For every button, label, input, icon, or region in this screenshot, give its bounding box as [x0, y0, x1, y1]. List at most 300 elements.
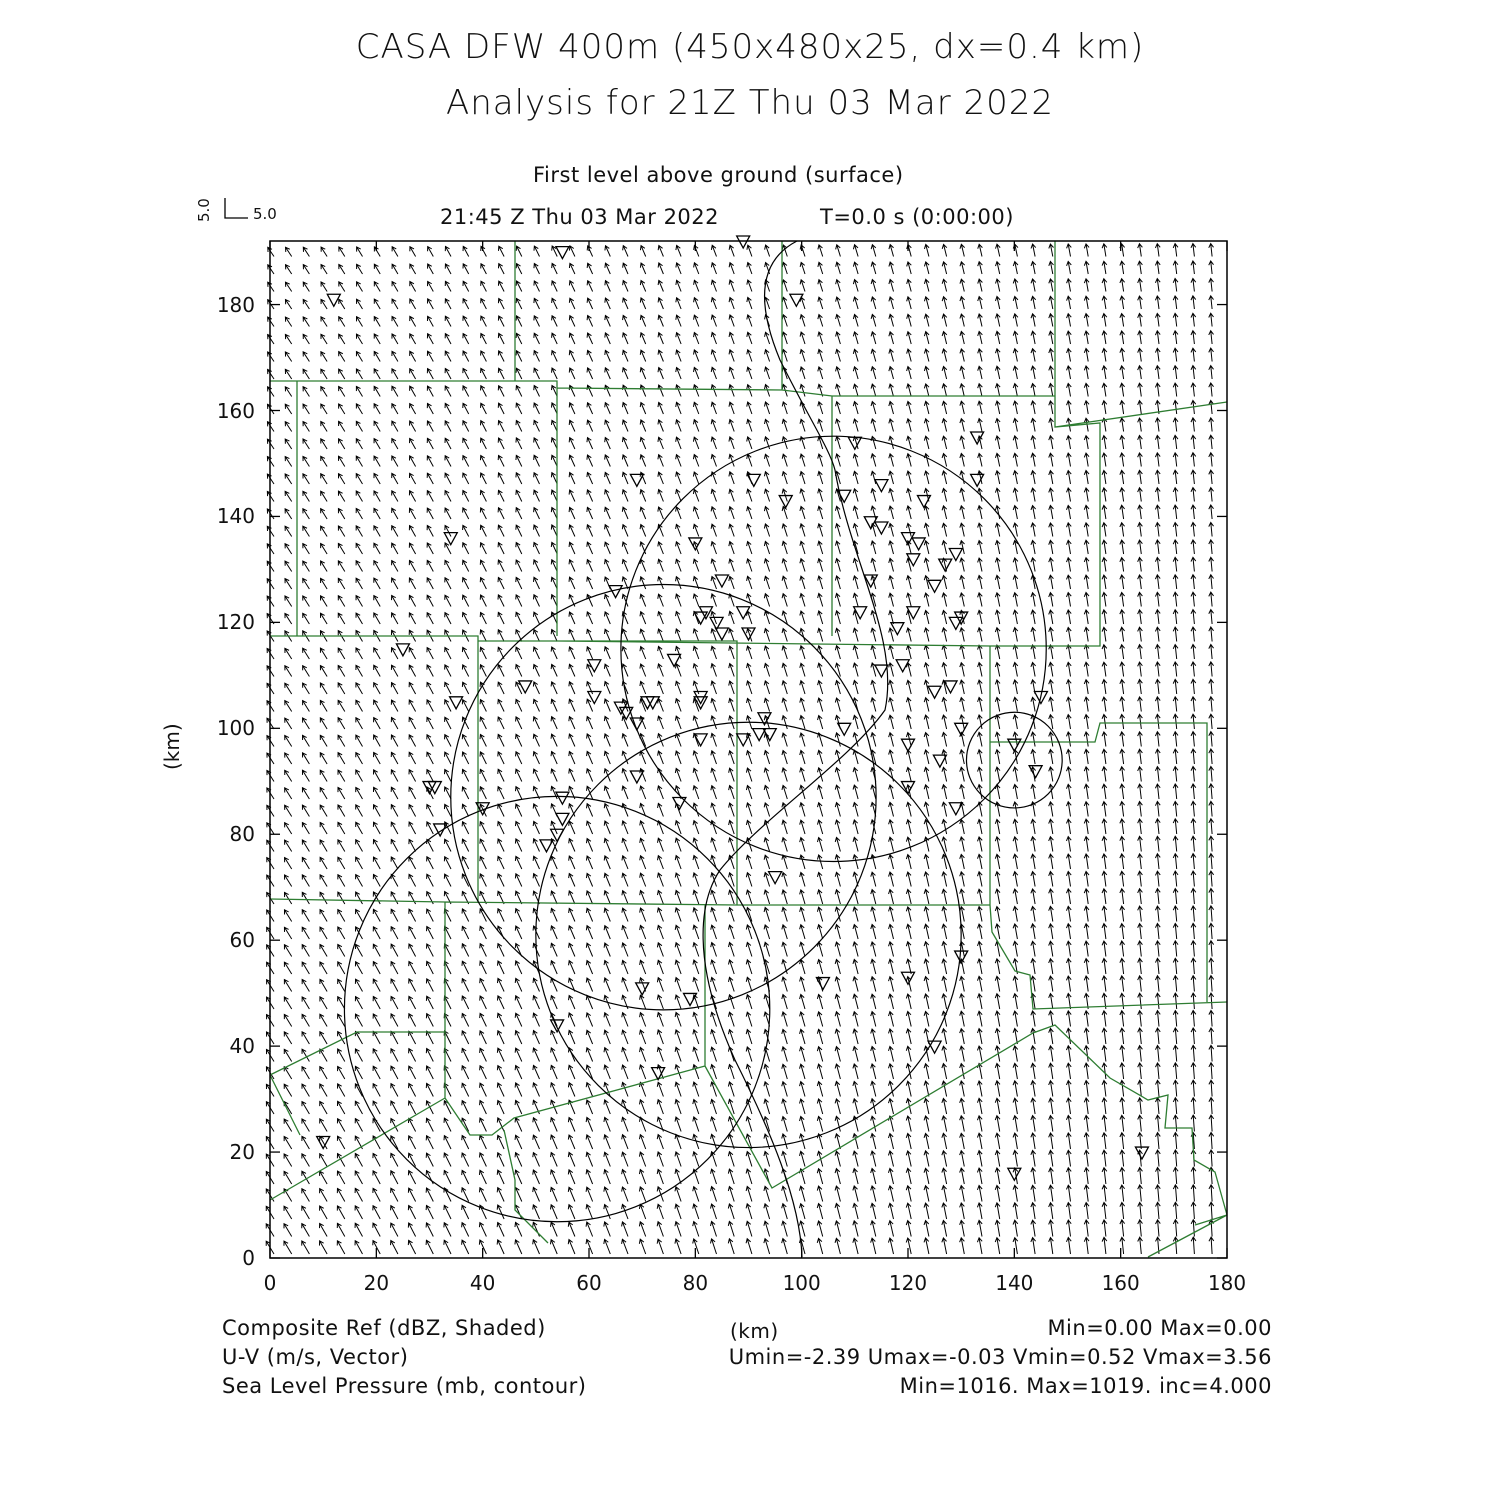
- wind-vector: [1013, 994, 1018, 1009]
- wind-vector: [746, 1169, 752, 1184]
- wind-vector: [1049, 680, 1054, 694]
- wind-vector: [498, 560, 504, 571]
- wind-vector: [995, 384, 1000, 397]
- x-tick-label: 40: [469, 1271, 496, 1295]
- wind-vector: [675, 943, 681, 957]
- wind-vector: [622, 1152, 628, 1166]
- wind-vector: [356, 491, 362, 501]
- wind-vector: [711, 577, 716, 589]
- wind-vector: [445, 316, 451, 326]
- wind-vector: [463, 525, 469, 536]
- wind-vector: [658, 612, 664, 624]
- wind-vector: [977, 1081, 982, 1097]
- wind-vector: [818, 663, 823, 676]
- wind-vector: [693, 786, 699, 799]
- wind-vector: [1031, 1238, 1036, 1254]
- wind-vector: [906, 663, 911, 677]
- wind-vector: [374, 683, 381, 694]
- wind-vector: [1084, 1237, 1089, 1254]
- wind-vector: [675, 1100, 681, 1114]
- wind-vector: [817, 942, 822, 956]
- wind-vector: [463, 246, 469, 256]
- wind-vector: [782, 1029, 788, 1044]
- wind-vector: [1191, 941, 1196, 957]
- wind-vector: [391, 909, 398, 921]
- wind-vector: [1031, 732, 1036, 746]
- wind-vector: [426, 1188, 433, 1201]
- wind-vector: [676, 437, 681, 449]
- wind-vector: [604, 1048, 610, 1062]
- wind-vector: [339, 334, 345, 344]
- wind-vector: [729, 925, 735, 939]
- wind-vector: [1155, 435, 1160, 449]
- wind-vector: [711, 332, 716, 344]
- wind-vector: [1173, 993, 1178, 1009]
- wind-vector: [481, 246, 487, 256]
- wind-vector: [693, 855, 699, 869]
- wind-vector: [604, 1117, 610, 1131]
- wind-vector: [515, 1205, 522, 1219]
- wind-vector: [1138, 680, 1143, 694]
- wind-vector: [942, 1046, 947, 1061]
- wind-vector: [462, 787, 468, 799]
- wind-vector: [552, 333, 558, 344]
- wind-vector: [1173, 575, 1178, 589]
- wind-vector: [321, 265, 327, 274]
- wind-vector: [516, 699, 522, 711]
- wind-vector: [427, 804, 434, 816]
- wind-vector: [747, 402, 752, 414]
- wind-vector: [498, 804, 504, 816]
- wind-vector: [604, 1013, 610, 1027]
- wind-vector: [906, 1203, 911, 1219]
- wind-vector: [479, 1153, 486, 1167]
- wind-vector: [409, 1014, 416, 1027]
- wind-vector: [995, 262, 1000, 274]
- wind-vector: [533, 1083, 540, 1097]
- wind-vector: [569, 908, 575, 921]
- wind-vector: [1049, 941, 1054, 956]
- wind-vector: [960, 976, 965, 991]
- wind-vector: [1049, 418, 1054, 431]
- wind-vector: [605, 403, 611, 414]
- wind-vector: [836, 280, 841, 292]
- wind-vector: [995, 471, 1000, 484]
- wind-vector: [498, 630, 504, 642]
- y-tick-label: 140: [216, 504, 255, 529]
- wind-vector: [569, 420, 575, 431]
- wind-vector: [338, 875, 345, 887]
- wind-vector: [960, 1203, 965, 1219]
- station-marker: [854, 607, 867, 619]
- wind-vector: [1209, 627, 1214, 641]
- wind-vector: [835, 1151, 840, 1166]
- wind-vector: [338, 840, 345, 852]
- wind-vector: [355, 1206, 362, 1219]
- wind-vector: [533, 978, 539, 991]
- wind-vector: [1209, 453, 1214, 467]
- wind-vector: [463, 421, 469, 432]
- wind-vector: [1191, 540, 1196, 554]
- wind-vector: [764, 541, 769, 554]
- wind-vector: [1066, 1185, 1071, 1201]
- wind-vector: [1173, 1220, 1178, 1237]
- wind-vector: [817, 1047, 822, 1062]
- wind-vector: [410, 421, 416, 431]
- wind-vector: [1031, 1150, 1036, 1166]
- wind-vector: [1013, 802, 1018, 817]
- wind-vector: [409, 944, 416, 956]
- wind-vector: [516, 490, 522, 501]
- wind-vector: [373, 909, 380, 921]
- wind-vector: [995, 349, 1000, 362]
- wind-vector: [586, 961, 592, 974]
- wind-vector: [623, 368, 628, 379]
- wind-vector: [960, 436, 965, 449]
- wind-vector: [693, 1065, 699, 1079]
- wind-vector: [746, 786, 751, 799]
- wind-vector: [1066, 941, 1071, 956]
- wind-vector: [693, 1117, 699, 1132]
- wind-vector: [995, 697, 1000, 711]
- x-tick-label: 20: [363, 1271, 390, 1295]
- wind-vector: [1049, 279, 1054, 292]
- station-marker: [444, 533, 457, 545]
- wind-vector: [1173, 1028, 1178, 1044]
- wind-vector: [782, 890, 787, 904]
- wind-vector: [889, 436, 894, 449]
- wind-vector: [623, 298, 628, 309]
- wind-vector: [657, 1239, 663, 1254]
- wind-vector: [800, 332, 805, 344]
- wind-vector: [907, 297, 912, 309]
- wind-vector: [498, 368, 504, 379]
- wind-vector: [889, 593, 894, 606]
- wind-vector: [906, 1238, 911, 1254]
- wind-vector: [1138, 819, 1143, 834]
- wind-vector: [481, 264, 487, 274]
- wind-vector: [728, 1064, 734, 1079]
- wind-vector: [995, 1029, 1000, 1044]
- wind-vector: [818, 245, 823, 257]
- wind-vector: [622, 403, 628, 414]
- wind-vector: [853, 402, 858, 414]
- wind-vector: [1120, 784, 1125, 799]
- wind-vector: [800, 611, 805, 624]
- wind-vector: [1031, 959, 1036, 974]
- y-tick-label: 20: [229, 1140, 255, 1165]
- wind-vector: [800, 472, 805, 484]
- wind-vector: [835, 837, 840, 851]
- wind-vector: [303, 701, 310, 712]
- wind-vector: [1120, 453, 1125, 467]
- wind-vector: [303, 491, 309, 501]
- vector-key-u-label: 5.0: [253, 205, 277, 223]
- wind-vector: [942, 349, 947, 362]
- wind-vector: [978, 297, 983, 309]
- wind-vector: [1066, 1168, 1071, 1184]
- wind-vector: [480, 438, 486, 449]
- wind-vector: [995, 959, 1000, 974]
- wind-vector: [391, 1084, 398, 1097]
- wind-vector: [285, 387, 291, 397]
- wind-vector: [817, 1204, 822, 1219]
- wind-vector: [356, 317, 362, 327]
- wind-vector: [1209, 278, 1214, 291]
- wind-vector: [1013, 1029, 1018, 1044]
- wind-vector: [1049, 1185, 1054, 1201]
- wind-vector: [427, 595, 433, 606]
- wind-vector: [977, 976, 982, 991]
- wind-vector: [391, 1049, 398, 1062]
- wind-vector: [1049, 471, 1054, 484]
- wind-vector: [1066, 1081, 1071, 1097]
- wind-vector: [356, 596, 362, 607]
- wind-vector: [782, 1186, 788, 1201]
- wind-vector: [889, 506, 894, 519]
- wind-vector: [1031, 750, 1036, 764]
- wind-vector: [391, 805, 398, 817]
- wind-vector: [587, 507, 593, 519]
- wind-vector: [1120, 889, 1125, 904]
- wind-vector: [480, 595, 486, 606]
- wind-vector: [800, 384, 805, 396]
- wind-vector: [445, 752, 451, 764]
- wind-vector: [534, 264, 540, 274]
- wind-vector: [408, 1171, 415, 1184]
- wind-vector: [871, 698, 876, 712]
- wind-vector: [800, 559, 805, 572]
- wind-vector: [320, 613, 327, 624]
- wind-vector: [302, 1136, 309, 1149]
- wind-vector: [534, 455, 540, 466]
- wind-vector: [889, 733, 894, 747]
- wind-vector: [445, 595, 451, 606]
- wind-vector: [906, 942, 911, 957]
- wind-vector: [587, 438, 593, 449]
- wind-vector: [1049, 1081, 1054, 1097]
- wind-vector: [747, 576, 752, 589]
- wind-vector: [587, 403, 593, 414]
- wind-vector: [924, 907, 929, 922]
- wind-vector: [515, 821, 521, 834]
- wind-vector: [303, 247, 309, 256]
- wind-vector: [764, 942, 770, 956]
- wind-vector: [285, 544, 292, 554]
- station-marker: [1029, 766, 1042, 778]
- wind-vector: [445, 735, 451, 747]
- wind-vector: [268, 247, 274, 256]
- wind-vector: [907, 523, 912, 536]
- wind-vector: [1031, 924, 1036, 939]
- wind-vector: [640, 664, 646, 677]
- wind-vector: [515, 909, 521, 922]
- wind-vector: [1049, 750, 1054, 764]
- wind-vector: [409, 526, 415, 537]
- wind-vector: [533, 1205, 540, 1219]
- wind-vector: [764, 890, 770, 904]
- wind-vector: [729, 803, 735, 816]
- wind-vector: [995, 436, 1000, 449]
- wind-vector: [373, 1066, 380, 1079]
- wind-vector: [409, 996, 416, 1009]
- wind-vector: [285, 840, 292, 851]
- wind-vector: [1120, 470, 1125, 484]
- wind-vector: [1066, 558, 1071, 572]
- wind-vector: [960, 1186, 965, 1202]
- wind-vector: [373, 944, 380, 956]
- wind-vector: [586, 1205, 593, 1219]
- wind-vector: [551, 908, 557, 921]
- wind-vector: [515, 1135, 522, 1149]
- wind-vector: [764, 646, 769, 659]
- wind-vector: [995, 297, 1000, 309]
- wind-vector: [463, 560, 469, 571]
- wind-vector: [836, 419, 841, 431]
- wind-vector: [853, 959, 858, 974]
- wind-vector: [1031, 1168, 1036, 1184]
- wind-vector: [906, 802, 911, 816]
- wind-vector: [515, 839, 521, 852]
- wind-vector: [338, 509, 344, 519]
- wind-vector: [357, 299, 363, 309]
- wind-vector: [586, 856, 592, 869]
- wind-vector: [604, 891, 610, 904]
- station-marker: [875, 480, 888, 492]
- wind-vector: [462, 1101, 469, 1114]
- wind-vector: [1084, 976, 1089, 992]
- wind-vector: [906, 1168, 911, 1184]
- wind-vector: [693, 716, 699, 729]
- wind-vector: [516, 665, 522, 677]
- wind-vector: [693, 1152, 699, 1167]
- wind-vector: [835, 1169, 840, 1184]
- wind-vector: [676, 524, 682, 536]
- wind-vector: [356, 700, 363, 711]
- wind-vector: [339, 456, 345, 466]
- wind-vector: [889, 942, 894, 957]
- wind-vector: [534, 542, 540, 554]
- wind-vector: [268, 404, 274, 414]
- wind-vector: [1191, 453, 1196, 467]
- wind-vector: [1173, 1185, 1178, 1202]
- wind-vector: [1102, 889, 1107, 904]
- wind-vector: [1155, 1063, 1160, 1079]
- wind-vector: [268, 369, 274, 379]
- wind-vector: [498, 386, 504, 397]
- wind-vector: [728, 1047, 734, 1061]
- wind-vector: [960, 715, 965, 729]
- wind-vector: [392, 578, 398, 589]
- station-marker: [928, 686, 941, 698]
- wind-vector: [800, 960, 805, 974]
- wind-vector: [498, 438, 504, 449]
- wind-vector: [392, 299, 398, 309]
- wind-vector: [1155, 523, 1160, 537]
- wind-vector: [1120, 802, 1125, 817]
- wind-vector: [942, 576, 947, 589]
- wind-vector: [1173, 418, 1178, 432]
- wind-vector: [995, 1133, 1000, 1149]
- wind-vector: [1209, 766, 1214, 781]
- wind-vector: [1013, 767, 1018, 781]
- wind-vector: [587, 281, 592, 292]
- wind-vector: [782, 1239, 788, 1254]
- wind-vector: [657, 943, 663, 957]
- wind-vector: [1102, 1133, 1107, 1149]
- wind-vector: [640, 612, 646, 624]
- wind-vector: [871, 489, 876, 502]
- wind-vector: [924, 855, 929, 869]
- wind-vector: [337, 1084, 344, 1097]
- wind-vector: [1013, 593, 1018, 607]
- wind-vector: [444, 1205, 451, 1219]
- wind-vector: [764, 803, 769, 817]
- wind-vector: [782, 977, 787, 991]
- wind-vector: [338, 683, 345, 694]
- wind-vector: [1049, 994, 1054, 1009]
- station-marker: [769, 872, 782, 884]
- wind-vector: [800, 681, 805, 694]
- wind-vector: [355, 1171, 362, 1184]
- wind-vector: [515, 874, 521, 887]
- wind-vector: [1191, 906, 1196, 922]
- wind-vector: [1155, 1011, 1160, 1027]
- wind-vector: [693, 559, 698, 571]
- wind-vector: [995, 732, 1000, 746]
- wind-vector: [693, 385, 698, 397]
- wind-vector: [1049, 1098, 1054, 1114]
- wind-vector: [1031, 889, 1036, 904]
- wind-vector: [657, 1013, 663, 1027]
- wind-vector: [1155, 1150, 1160, 1166]
- wind-vector: [800, 350, 805, 362]
- wind-vector: [693, 489, 698, 501]
- wind-vector: [764, 907, 770, 921]
- wind-vector: [1191, 749, 1196, 764]
- wind-vector: [835, 454, 840, 467]
- wind-vector: [888, 1221, 893, 1237]
- wind-vector: [498, 612, 504, 624]
- wind-vector: [853, 576, 858, 589]
- wind-vector: [444, 787, 451, 799]
- wind-vector: [871, 890, 876, 904]
- wind-vector: [871, 524, 876, 537]
- wind-vector: [1049, 1011, 1054, 1027]
- wind-vector: [640, 542, 646, 554]
- wind-vector: [711, 402, 716, 414]
- wind-vector: [658, 803, 664, 816]
- wind-vector: [285, 334, 291, 344]
- wind-vector: [853, 646, 858, 659]
- wind-vector: [888, 1186, 893, 1202]
- wind-vector: [604, 1187, 610, 1201]
- wind-vector: [853, 349, 858, 361]
- wind-vector: [818, 262, 823, 274]
- wind-vector: [356, 369, 362, 379]
- wind-vector: [373, 1049, 380, 1062]
- wind-vector: [356, 665, 363, 676]
- wind-vector: [392, 264, 398, 274]
- wind-vector: [284, 1049, 291, 1061]
- wind-vector: [1066, 993, 1071, 1009]
- wind-vector: [906, 593, 911, 606]
- wind-vector: [1031, 366, 1036, 379]
- wind-vector: [1209, 1115, 1214, 1131]
- wind-vector: [765, 367, 770, 379]
- wind-vector: [1191, 1063, 1196, 1079]
- wind-vector: [303, 526, 310, 536]
